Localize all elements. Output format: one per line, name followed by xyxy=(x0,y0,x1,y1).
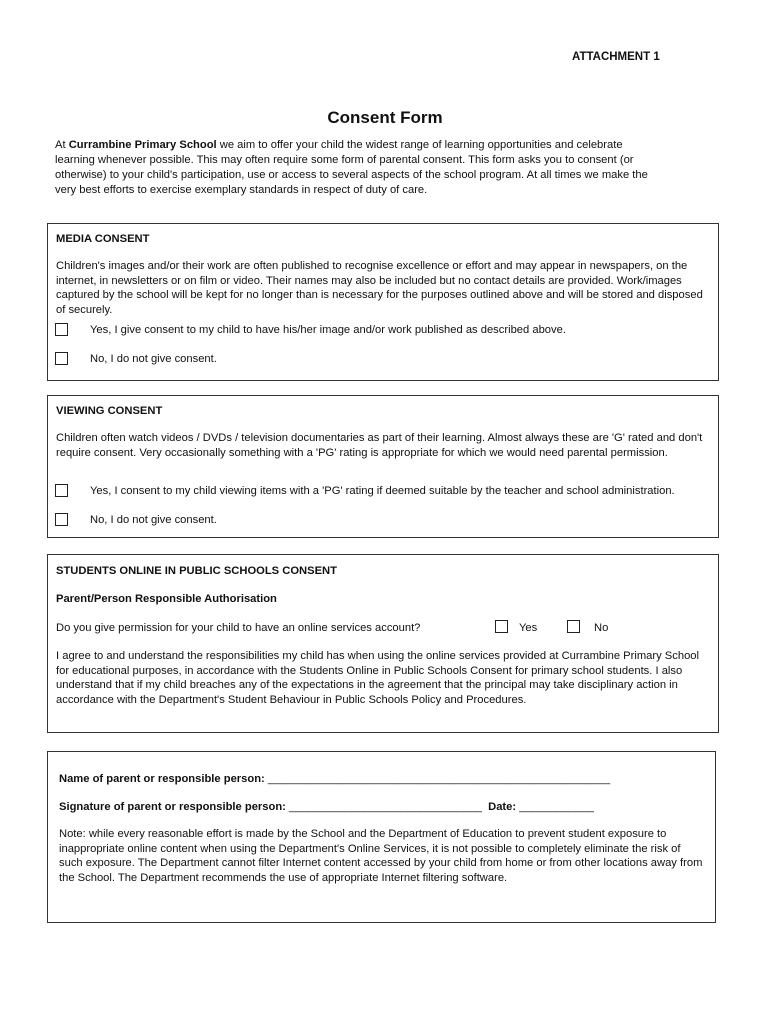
internet-filter-note: Note: while every reasonable effort is made by the School and the Department of Education to prevent student exposure to inappropriate online content when using the Department's Online Services, it is not possible to completely eliminate the risk of such exposure. The Department cannot filter Internet content accessed by your child from home or from other locations away from the School. The Department recommends the use of appropriate Internet filtering software. xyxy=(59,828,703,884)
signature-label: Signature of parent or responsible person: xyxy=(59,801,286,813)
online-consent-section xyxy=(47,554,719,733)
intro-text: we aim to offer your child the widest range of learning opportunities and celebrate learning whenever possible. This may often require some form of parental consent. This form asks you to consent (or otherwise) to your child's participation, use or access to several aspects of the school program. At all times we make the very best efforts to exercise exemplary standards in respect of duty of care. xyxy=(55,139,648,196)
viewing-yes-checkbox[interactable] xyxy=(55,484,68,497)
viewing-yes-option[interactable] xyxy=(55,484,715,512)
online-yes-label: Yes xyxy=(519,622,538,634)
online-no-checkbox[interactable] xyxy=(567,620,580,633)
media-consent-heading: MEDIA CONSENT xyxy=(56,233,150,245)
media-no-label: No, I do not give consent. xyxy=(90,353,217,365)
online-yes-option[interactable] xyxy=(495,620,555,635)
parent-name-label: Name of parent or responsible person: xyxy=(59,773,265,785)
online-no-label: No xyxy=(594,622,609,634)
viewing-no-option[interactable] xyxy=(55,513,705,527)
intro-paragraph xyxy=(55,138,665,198)
online-consent-heading: STUDENTS ONLINE IN PUBLIC SCHOOLS CONSENT xyxy=(56,565,337,577)
media-no-option[interactable] xyxy=(55,352,705,366)
intro-prefix: At xyxy=(55,139,69,151)
attachment-label: ATTACHMENT 1 xyxy=(572,51,660,63)
media-yes-option[interactable] xyxy=(55,323,705,337)
school-name: Currambine Primary School xyxy=(68,139,217,151)
viewing-no-label: No, I do not give consent. xyxy=(90,514,217,526)
date-label: Date: xyxy=(488,801,517,813)
signature-line[interactable]: _______________________________ xyxy=(289,801,482,813)
online-agreement-text: I agree to and understand the responsibilities my child has when using the online services provided at Currambine Primary School for educational purposes, in accordance with the Students Online in Public Schools Consent for primary school students. I also understand that if my child breaches any of the expectations in the agreement that the principal may take disciplinary action in accordance with the Department's Student Behaviour in Public Schools Policy and Procedures. xyxy=(56,650,700,706)
signature-row[interactable] xyxy=(59,800,709,815)
viewing-consent-text: Children often watch videos / DVDs / television documentaries as part of their learning. Almost always these are 'G' rated and don't require consent. Very occasionally something with a 'PG' rating is appropriate for which we would need parental permission. xyxy=(56,432,703,459)
online-question: Do you give permission for your child to have an online services account? xyxy=(56,622,421,634)
online-yes-checkbox[interactable] xyxy=(495,620,508,633)
media-no-checkbox[interactable] xyxy=(55,352,68,365)
page-title: Consent Form xyxy=(327,108,443,127)
viewing-no-checkbox[interactable] xyxy=(55,513,68,526)
media-consent-text: Children's images and/or their work are often published to recognise excellence or effort and may appear in newspapers, on the internet, in newsletters or on film or video. Their names may also be included but no contact details are provided. Work/images captured by the school will be kept for no longer than is necessary for the purposes outlined above and will be stored and disposed of securely. xyxy=(56,260,703,316)
media-yes-label: Yes, I give consent to my child to have his/her image and/or work published as described above. xyxy=(90,324,566,336)
date-line[interactable]: ____________ xyxy=(519,801,594,813)
viewing-consent-heading: VIEWING CONSENT xyxy=(56,405,163,417)
parent-name-line[interactable]: _______________________________________________________ xyxy=(267,773,611,785)
signoff-section xyxy=(47,751,716,923)
online-no-option[interactable] xyxy=(567,620,627,635)
viewing-yes-label: Yes, I consent to my child viewing items with a 'PG' rating if deemed suitable by the teacher and school administration. xyxy=(90,485,675,497)
online-authorisation-subheading: Parent/Person Responsible Authorisation xyxy=(56,593,277,605)
viewing-consent-section xyxy=(47,395,719,538)
media-consent-section xyxy=(47,223,719,381)
media-yes-checkbox[interactable] xyxy=(55,323,68,336)
parent-name-row[interactable] xyxy=(59,772,709,787)
